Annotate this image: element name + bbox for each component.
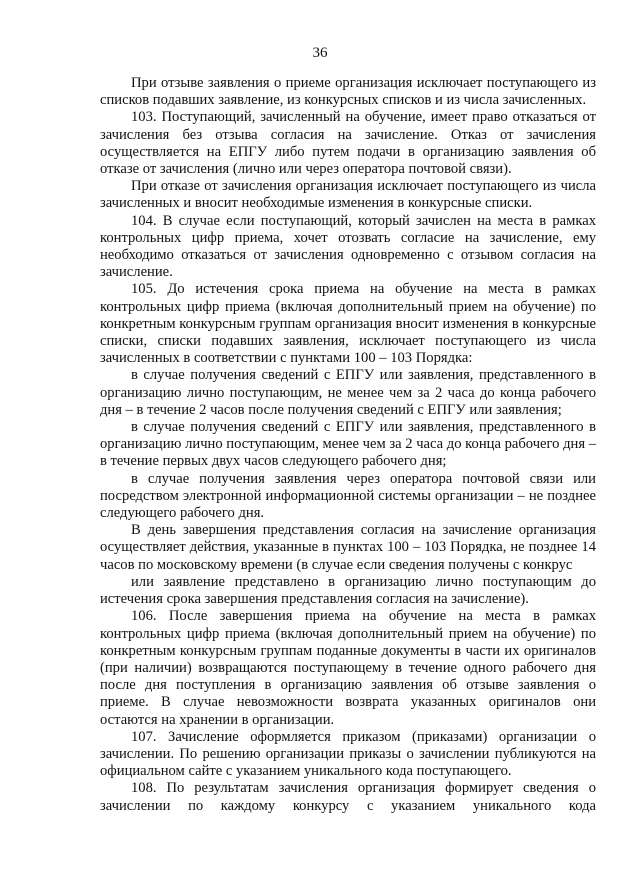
paragraph-104: 104. В случае если поступающий, который зачислен на места в рамках контрольных цифр приема, хочет отозвать согласие на зачисление, ему необходимо отказаться от зачисления одновременно с отзывом согласия на зачисление.: [100, 212, 596, 281]
paragraph-107: 107. Зачисление оформляется приказом (приказами) организации о зачислении. По решению организации приказы о зачислении публикуются на официальном сайте с указанием уникального кода поступающего.: [100, 728, 596, 780]
paragraph-103: 103. Поступающий, зачисленный на обучение, имеет право отказаться от зачисления без отзыва согласия на зачисление. Отказ от зачисления осуществляется на ЕПГУ либо путем подачи в организацию заявления об отказе от зачисления (лично или через оператора почтовой связи).: [100, 109, 596, 178]
paragraph-105-case-2: в случае получения сведений с ЕПГУ или заявления, представленного в организацию лично поступающим, менее чем за 2 часа до конца рабочего дня – в течение первых двух часов следующего рабочего дня;: [100, 419, 596, 470]
paragraph-106: 106. После завершения приема на обучение на места в рамках контрольных цифр приема (включая дополнительный прием на обучение) по конкретным конкурсным группам поданные документы в части их оригиналов (при наличии) возвращаются поступающему в течение одного рабочего дня после дня поступления в организацию заявления об отзыве заявления о приеме. В случае невозможности возврата указанных оригиналов они остаются на хранении в организации.: [100, 608, 596, 728]
page-number: 36: [312, 45, 328, 61]
document-body: [100, 75, 596, 815]
paragraph-105: 105. До истечения срока приема на обучение на места в рамках контрольных цифр приема (включая дополнительный прием на обучение) по конкретным конкурсным группам организация вносит изменения в конкурсные списки, списки подавших заявления, исключает поступающего из числа зачисленных в соответствии с пунктами 100 – 103 Порядка:: [100, 281, 596, 367]
paragraph-consent-day: В день завершения представления согласия на зачисление организация осуществляет действия, указанные в пунктах 100 – 103 Порядка, не позднее 14 часов по московскому времени (в случае если сведения получены с конкрус: [100, 522, 596, 573]
paragraph-105-case-1: в случае получения сведений с ЕПГУ или заявления, представленного в организацию лично поступающим, не менее чем за 2 часа до конца рабочего дня – в течение 2 часов после получения сведений с ЕПГУ или заявления;: [100, 367, 596, 418]
paragraph-withdrawal: При отзыве заявления о приеме организация исключает поступающего из списков подавших заявление, из конкурсных списков и из числа зачисленных.: [100, 75, 596, 109]
paragraph-consent-day-cont: или заявление представлено в организацию лично поступающим до истечения срока завершения представления согласия на зачисление).: [100, 573, 596, 608]
paragraph-108: 108. По результатам зачисления организация формирует сведения о зачислении по каждому конкурсу с указанием уникального кода: [100, 780, 596, 814]
paragraph-105-case-3: в случае получения заявления через оператора почтовой связи или посредством электронной информационной системы организации – не позднее следующего рабочего дня.: [100, 470, 596, 522]
paragraph-refusal: При отказе от зачисления организация исключает поступающего из числа зачисленных и вносит необходимые изменения в конкурсные списки.: [100, 178, 596, 212]
